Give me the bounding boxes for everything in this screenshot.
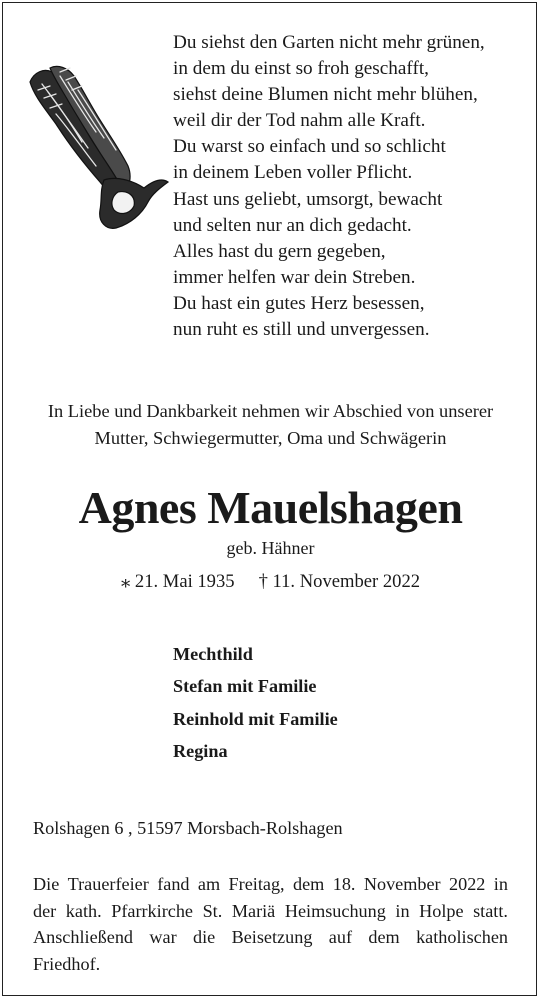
family-member: Reinhold mit Familie [173,708,338,729]
notice-line [33,871,508,898]
birth-date: ⁎ 21. Mai 1935 [120,571,235,592]
notice-word: Heimsuchung [284,900,386,921]
notice-word: war [149,927,177,948]
poem [173,30,533,343]
family-list [173,638,338,767]
poem-line: nun ruht es still und unvergessen. [173,319,430,341]
poem-line: in deinem Leben voller Pflicht. [173,162,413,184]
notice-word: auf [328,927,353,948]
notice-word: November [363,874,441,894]
notice-word: statt. [473,900,508,921]
poem-line: Alles hast du gern gegeben, [173,240,386,262]
notice-word: Anschließend [33,927,134,948]
family-member: Mechthild [173,644,253,664]
notice-word: Holpe [419,900,464,921]
notice-word: Pfarrkirche [111,900,194,921]
notice-word: katholischen [416,927,508,948]
praying-hands-icon [20,62,170,232]
farewell-intro [10,398,531,452]
notice-line [33,898,508,925]
poem-line: weil dir der Tod nahm alle Kraft. [173,110,426,132]
deceased-name: Agnes Mauelshagen [78,482,463,533]
poem-line: Du hast ein gutes Herz besessen, [173,292,425,314]
notice-word: dem [368,927,400,948]
notice-word: Trauerfeier [67,874,149,894]
notice-word: Freitag, [228,874,285,894]
intro-line: Mutter, Schwiegermutter, Oma und Schwägerin [94,428,447,448]
funeral-notice [33,871,508,978]
poem-line: Du siehst den Garten nicht mehr grünen, [173,32,485,53]
poem-line: Du warst so einfach und so schlicht [173,136,446,158]
notice-word: am [197,874,221,894]
death-date: † 11. November 2022 [258,571,421,592]
address: Rolshagen 6 , 51597 Morsbach-Rolshagen [33,818,343,838]
poem-line: und selten nur an dich gedacht. [173,214,412,236]
poem-line: immer helfen war dein Streben. [173,266,416,288]
poem-line: siehst deine Blumen nicht mehr blühen, [173,84,478,106]
notice-word: in [395,900,410,921]
life-dates [0,571,541,593]
notice-word: der [33,900,57,921]
notice-word: kath. [65,900,102,921]
poem-line: Hast uns geliebt, umsorgt, bewacht [173,188,443,210]
notice-word: Mariä [231,900,276,921]
notice-word: St. [202,900,223,921]
notice-word: Beisetzung [231,927,313,948]
notice-word: in [493,874,508,894]
maiden-name: geb. Hähner [226,538,315,558]
notice-word: dem [293,874,325,894]
notice-word: 2022 [449,874,486,894]
notice-word: 18. [332,874,356,894]
notice-word: fand [157,874,190,894]
family-member: Regina [173,740,228,761]
family-member: Stefan mit Familie [173,676,317,697]
poem-line: in dem du einst so froh geschafft, [173,58,429,80]
notice-word: die [193,927,216,948]
notice-line: Friedhof. [33,954,101,975]
notice-line [33,924,508,951]
intro-line: In Liebe und Dankbarkeit nehmen wir Abschied von unserer [47,401,494,421]
notice-word: Die [33,874,60,894]
